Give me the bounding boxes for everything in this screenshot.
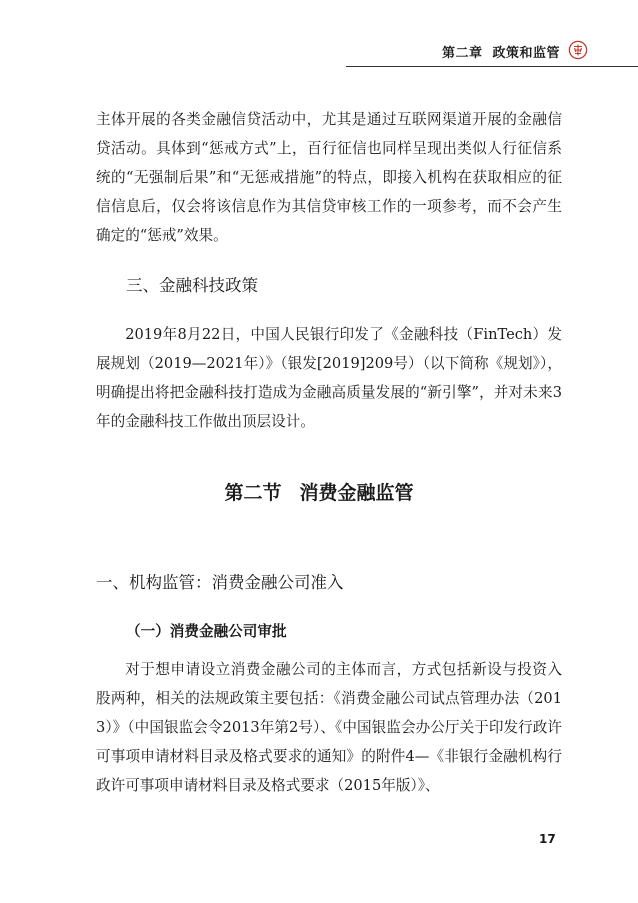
paragraph-fintech: 2019年8月22日，中国人民银行印发了《金融科技（FinTech）发展规划（2019—2021年）》（银发[2019]209号）（以下简称《规划》），明确提出将把金融科技打造成为金融高质量发展的“新引擎”，并对未来3年的金融科技工作做出顶层设计。 (96, 326, 562, 430)
header-rule (346, 66, 638, 67)
heading-institution-regulation: 一、机构监管：消费金融公司准入 (96, 573, 344, 592)
chapter-label: 第二章 (441, 46, 483, 61)
heading-fintech-policy: 三、金融科技政策 (126, 276, 258, 295)
chapter-title: 政策和监管 (492, 46, 560, 61)
paragraph-continued: 主体开展的各类金融信贷活动中，尤其是通过互联网渠道开展的金融信贷活动。具体到“惩戒方式”上，百行征信也同样呈现出类似人行征信系统的“无强制后果”和“无惩戒措施”的特点，即接入机构在获取相应的征信信息后，仅会将该信息作为其信贷审核工作的一项参考，而不会产生确定的“惩戒”效果。 (96, 111, 562, 244)
page-number: 17 (539, 832, 556, 846)
section-name: 消费金融监管 (299, 482, 414, 504)
running-header (442, 42, 560, 61)
seal-icon (568, 40, 588, 60)
section-title (0, 478, 638, 505)
subheading-approval: （一）消费金融公司审批 (126, 623, 287, 640)
paragraph-approval: 对于想申请设立消费金融公司的主体而言，方式包括新设与投资入股两种，相关的法规政策主要包括：《消费金融公司试点管理办法（2013）》（中国银监会令2013年第2号）、《中国银监会办公厅关于印发行政许可事项申请材料目录及格式要求的通知》的附件4—《非银行金融机构行政许可事项申请材料目录及格式要求（2015年版）》、 (96, 661, 562, 794)
section-number: 第二节 (224, 482, 282, 504)
